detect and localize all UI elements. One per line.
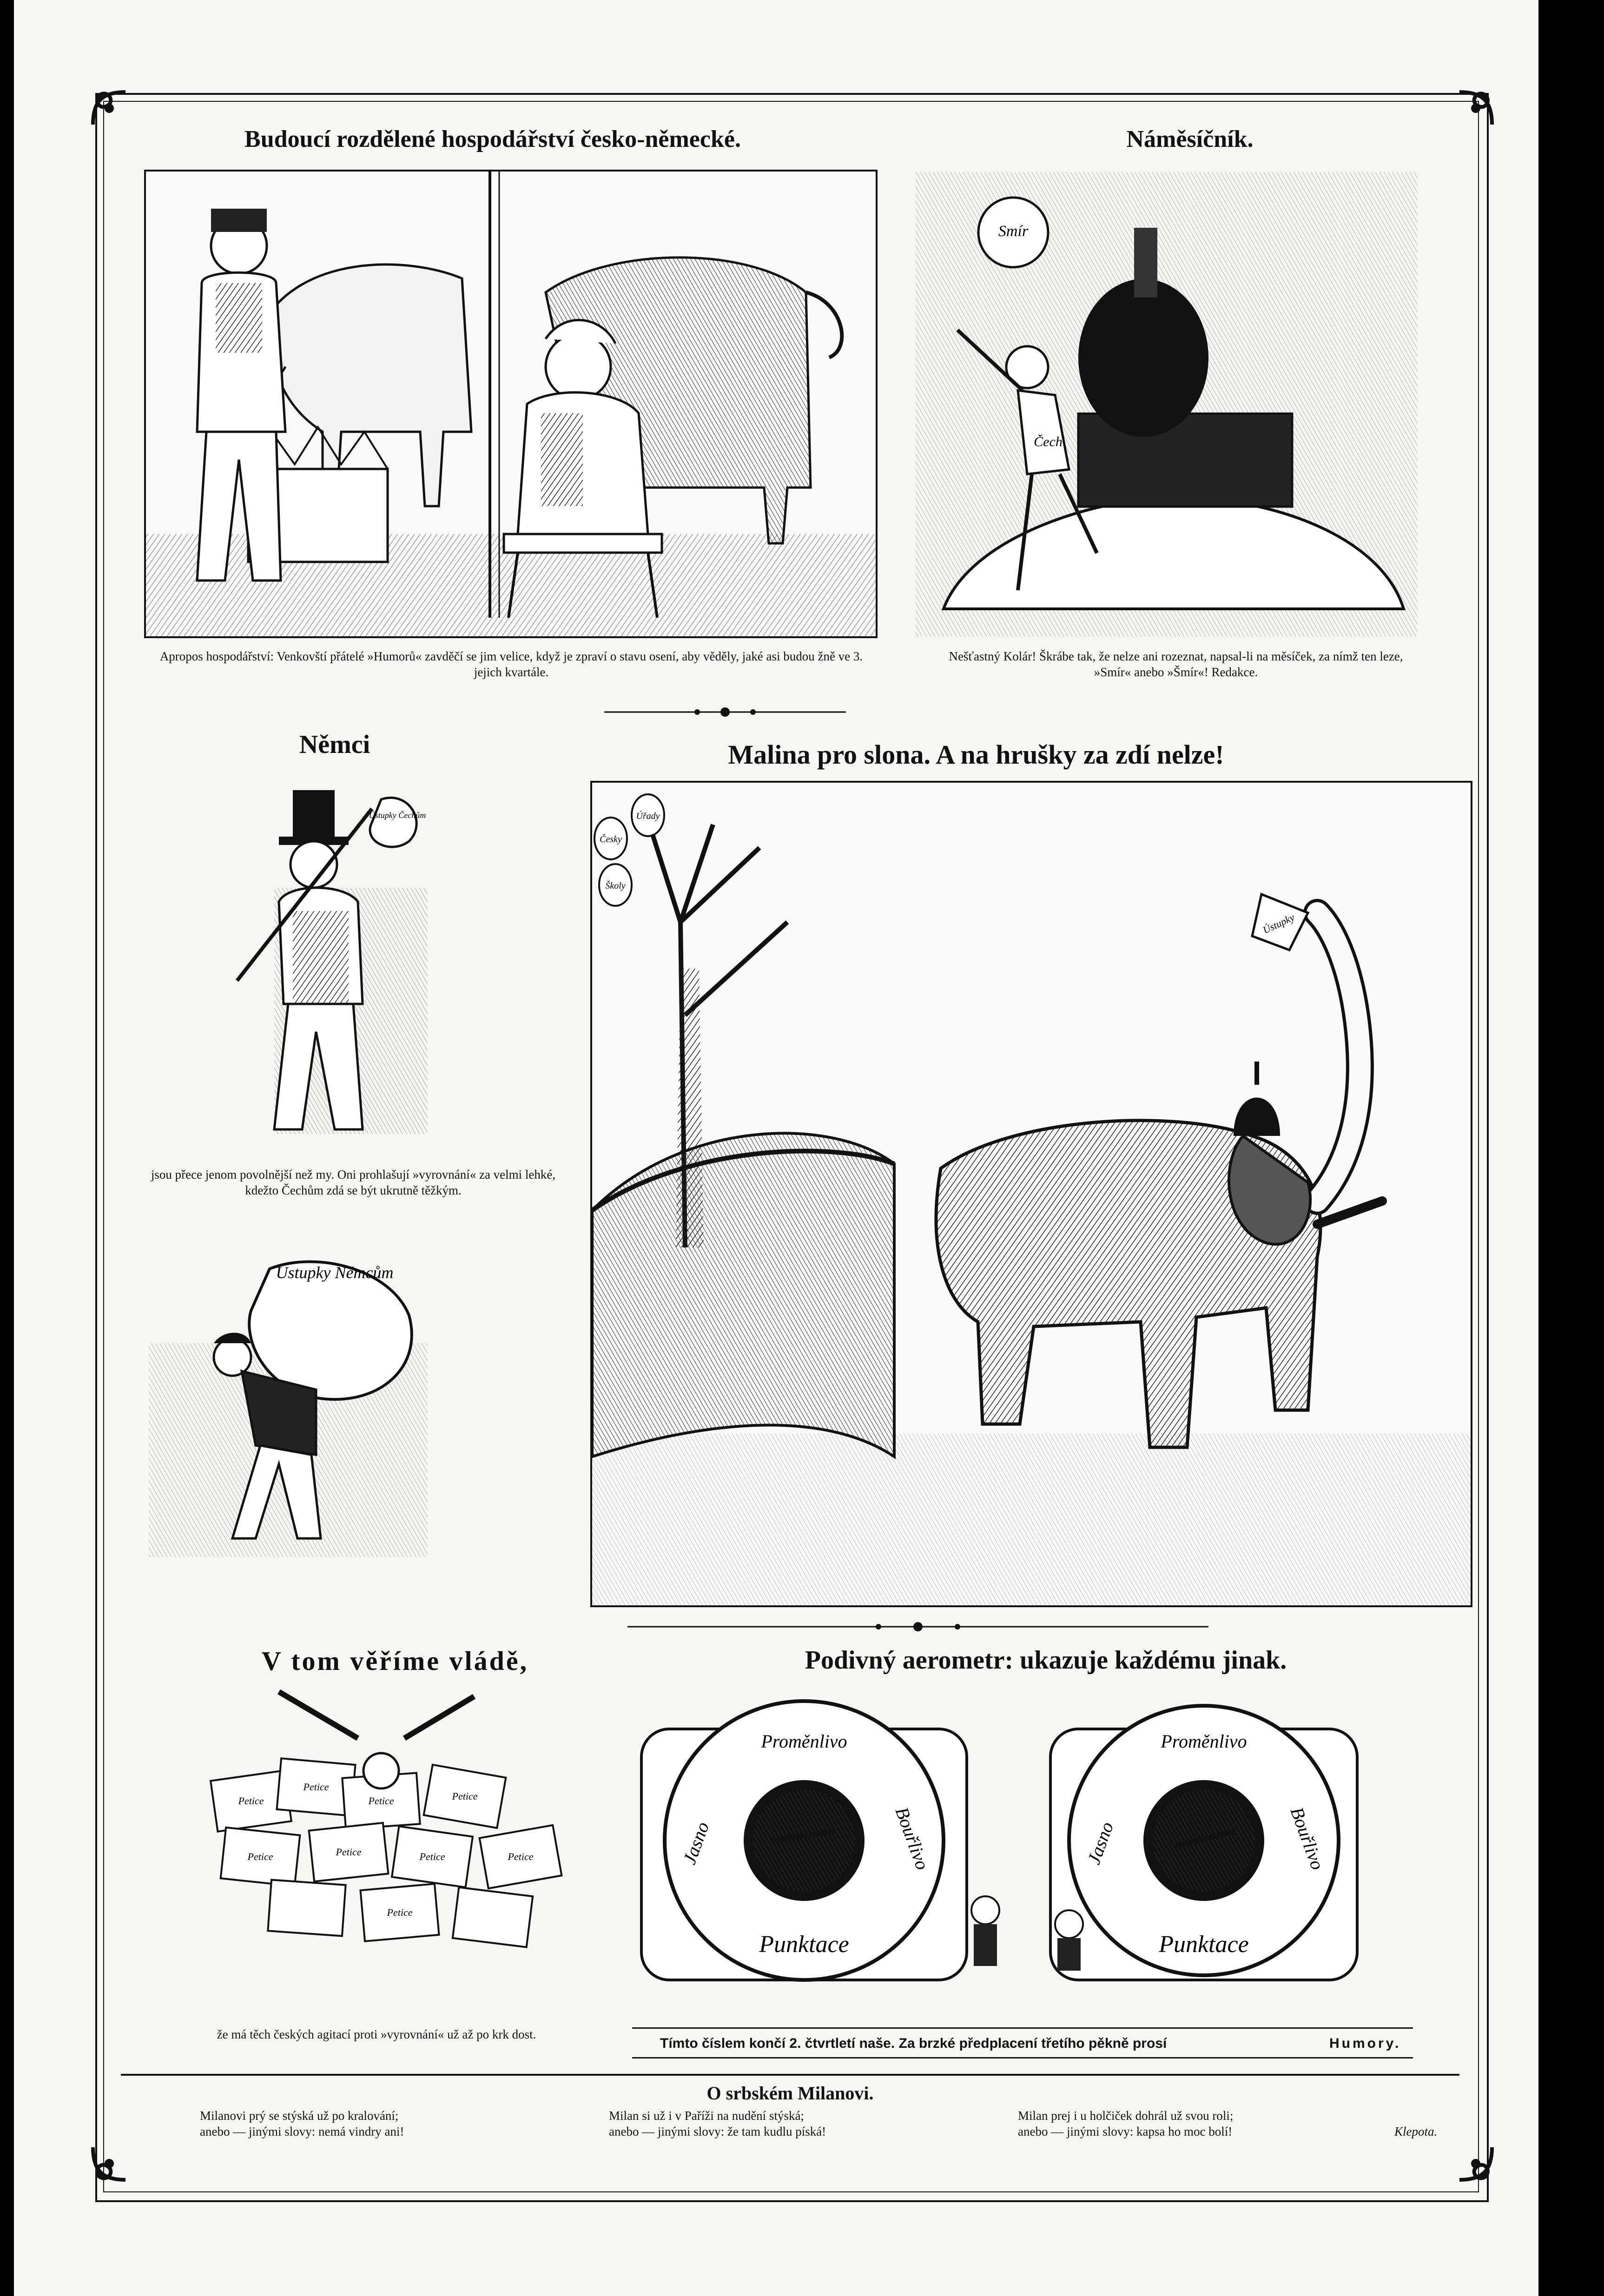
dial-word: Punktace — [1159, 1931, 1249, 1958]
corner-ornament-icon — [1450, 2138, 1501, 2189]
cartoon-4-panel — [590, 781, 1472, 1607]
paper-label: Petice — [387, 1907, 413, 1918]
bag-label: Ústupky — [1261, 911, 1296, 936]
poem-title: O srbském Milanovi. — [706, 2083, 874, 2104]
notice-rule — [632, 2027, 1413, 2029]
poem-signature: Klepota. — [1394, 2124, 1438, 2138]
divider-ornament-icon — [604, 703, 846, 721]
paper-label: Petice — [238, 1795, 264, 1807]
paper-label: Petice — [336, 1846, 362, 1858]
poem-stanza: Milan si už i v Paříži na nudění stýská; anebo — jinými slovy: že tam kudlu píská! — [609, 2109, 826, 2138]
poem-stanza: Milan prej i u holčiček dohrál už svou roli; anebo — jinými slovy: kapsa ho moc bolí! — [1018, 2109, 1234, 2138]
bundle-label: Ústupky Čechům — [369, 811, 426, 820]
dial-word: Punktace — [759, 1931, 849, 1958]
paper-label: Petice — [419, 1851, 445, 1862]
poem-stanza: Milanovi prý se stýská už po kralování; anebo — jinými slovy: nemá vindry ani! — [200, 2109, 404, 2138]
cartoon-5-drawing — [186, 1682, 595, 1971]
paper-label: Petice — [247, 1851, 273, 1862]
dial-word: Proměnlivo — [761, 1731, 847, 1752]
paper-label: Petice — [508, 1851, 534, 1862]
cartoon-1-panel — [144, 170, 878, 638]
notice-signature: Humory. — [1329, 2036, 1401, 2051]
notice-text: Tímto číslem končí 2. čtvrtletí naše. Za brzké předplacení třetího pěkně prosí — [660, 2036, 1167, 2051]
corner-ornament-icon — [1450, 83, 1501, 134]
cartoon-4-title: Malina pro slona. A na hrušky za zdí nelze! — [728, 739, 1224, 770]
cartoon-3-caption: jsou přece jenom povolnější než my. Oni prohlašují »vyrovnání« za velmi lehké, kdežto Čechům zdá se být ukrutně těžkým. — [151, 1168, 556, 1197]
poem-rule — [121, 2074, 1459, 2076]
cartoon-6-drawing — [632, 1692, 1413, 1999]
paper-label: Petice — [368, 1795, 394, 1807]
notice-rule-bottom — [632, 2057, 1413, 2058]
cartoon-5-title: V tom věříme vládě, — [261, 1646, 529, 1676]
scan-edge — [1552, 0, 1604, 2296]
cartoon-1-caption: Apropos hospodářství: Venkovští přátelé »Humorů« zavděčí se jim velice, když je zpraví o stavu osení, aby věděly, jaké asi budou žně ve 3. jejich kvartále. — [159, 649, 863, 679]
cartoon-1-drawing — [146, 172, 876, 636]
cartoon-4-drawing — [592, 783, 1471, 1605]
cartoon-3-top-drawing — [167, 772, 428, 1153]
figure-label: Čech — [1034, 434, 1063, 449]
cartoon-3-title: Němci — [299, 730, 370, 759]
dial-word: Proměnlivo — [1161, 1731, 1247, 1752]
corner-ornament-icon — [84, 2138, 135, 2189]
dial-word: Jasno — [679, 1819, 713, 1867]
divider-ornament-icon — [627, 1617, 1208, 1636]
cartoon-5-caption: že má těch českých agitací proti »vyrovnání« už až po krk dost. — [217, 2027, 536, 2041]
dial-word: Bouřlivo — [891, 1804, 933, 1873]
cartoon-2-title: Náměsíčník. — [1126, 126, 1254, 152]
moon-label: Smír — [998, 223, 1029, 240]
sack-label: Ústupky Němcům — [276, 1263, 394, 1282]
corner-ornament-icon — [84, 83, 135, 134]
paper-label: Petice — [303, 1781, 329, 1793]
cartoon-3-bottom-drawing — [149, 1250, 465, 1557]
pear-label: Školy — [605, 881, 626, 891]
cartoon-1-title: Budoucí rozdělené hospodářství česko-německé. — [244, 126, 741, 152]
cartoon-2-drawing — [916, 172, 1418, 637]
cartoon-6-title: Podivný aerometr: ukazuje každému jinak. — [805, 1646, 1287, 1675]
cartoon-2-caption: Nešťastný Kolár! Škrábe tak, že nelze ani rozeznat, napsal-li na měsíček, za nímž ten leze, »Smír« anebo »Šmír«! Redakce. — [949, 649, 1403, 679]
dial-word: Bouřlivo — [1286, 1804, 1328, 1873]
pear-label: Úřady — [636, 811, 660, 821]
paper-label: Petice — [452, 1790, 478, 1802]
pear-label: Česky — [600, 834, 622, 845]
dial-word: Jasno — [1083, 1819, 1118, 1867]
